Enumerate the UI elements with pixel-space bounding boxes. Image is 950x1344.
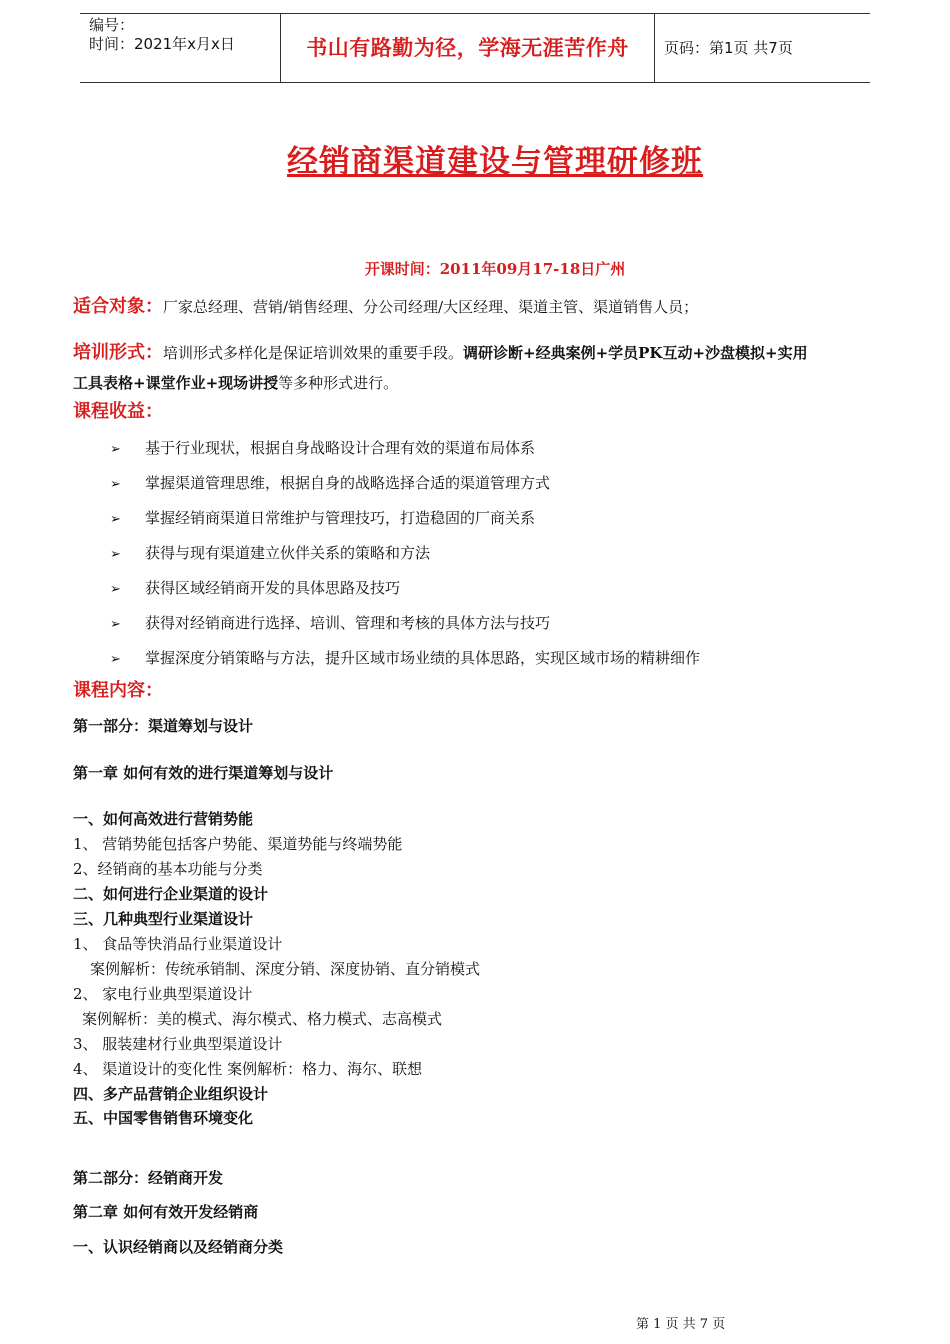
arrow-bullet-icon: ➢: [110, 582, 121, 597]
section-heading: 一、认识经销商以及经销商分类: [73, 1238, 284, 1256]
course-time: 开课时间：2011年09月17-18日广州: [364, 260, 626, 278]
part-2-heading: 第二部分：经销商开发: [73, 1169, 224, 1187]
benefit-item: ➢ 基于行业现状，根据自身战略设计合理有效的渠道布局体系: [110, 439, 536, 457]
format-text-2: 等多种形式进行。: [278, 374, 399, 392]
benefit-item: ➢ 获得区域经销商开发的具体思路及技巧: [110, 579, 401, 597]
audience-text: 厂家总经理、营销/销售经理、分公司经理/大区经理、渠道主管、渠道销售人员；: [163, 298, 699, 316]
format-line-1: [73, 343, 808, 363]
benefit-item: ➢ 获得与现有渠道建立伙伴关系的策略和方法: [110, 544, 431, 562]
format-bold-1: 调研诊断+经典案例+学员PK互动+沙盘模拟+实用: [463, 344, 808, 362]
arrow-bullet-icon: ➢: [110, 442, 121, 457]
content-label: 课程内容：: [73, 680, 163, 701]
section-item: 2、 家电行业典型渠道设计: [73, 985, 253, 1003]
section-heading: 二、如何进行企业渠道的设计: [73, 885, 269, 903]
arrow-bullet-icon: ➢: [110, 652, 121, 667]
header-meta: [80, 14, 281, 82]
benefit-item: ➢ 掌握渠道管理思维，根据自身的战略选择合适的渠道管理方式: [110, 474, 551, 492]
benefits-label: 课程收益：: [73, 401, 163, 422]
format-label: 培训形式：: [73, 342, 163, 363]
arrow-bullet-icon: ➢: [110, 617, 121, 632]
section-heading: 四、多产品营销企业组织设计: [73, 1085, 269, 1103]
part-1-heading: 第一部分：渠道筹划与设计: [73, 717, 254, 735]
section-item: 4、 渠道设计的变化性 案例解析：格力、海尔、联想: [73, 1060, 423, 1078]
arrow-bullet-icon: ➢: [110, 547, 121, 562]
section-heading: 五、中国零售销售环境变化: [73, 1109, 254, 1127]
audience-label: 适合对象：: [73, 296, 163, 317]
benefit-item: ➢ 掌握深度分销策略与方法，提升区域市场业绩的具体思路，实现区域市场的精耕细作: [110, 649, 701, 667]
benefit-item: ➢ 掌握经销商渠道日常维护与管理技巧，打造稳固的厂商关系: [110, 509, 536, 527]
page-header: [80, 13, 870, 83]
section-item: 1、 食品等快消品行业渠道设计: [73, 935, 283, 953]
arrow-bullet-icon: ➢: [110, 512, 121, 527]
section-heading: 三、几种典型行业渠道设计: [73, 910, 254, 928]
header-page-info: 页码：第1页 共7页: [664, 39, 793, 57]
section-item: 1、 营销势能包括客户势能、渠道势能与终端势能: [73, 835, 403, 853]
section-heading: 一、如何高效进行营销势能: [73, 810, 254, 828]
arrow-bullet-icon: ➢: [110, 477, 121, 492]
audience-line: [73, 297, 698, 317]
chapter-1-heading: 第一章 如何有效的进行渠道筹划与设计: [73, 764, 334, 782]
number-label: 编号：: [89, 16, 135, 34]
section-item: 2、经销商的基本功能与分类: [73, 860, 263, 878]
header-motto: 书山有路勤为径，学海无涯苦作舟: [281, 14, 655, 82]
page-footer: 第 1 页 共 7 页: [636, 1317, 726, 1332]
format-line-2: [73, 373, 398, 393]
benefit-item: ➢ 获得对经销商进行选择、培训、管理和考核的具体方法与技巧: [110, 614, 551, 632]
case-analysis: 案例解析：传统承销制、深度分销、深度协销、直分销模式: [90, 960, 481, 978]
format-text-1: 培训形式多样化是保证培训效果的重要手段。: [163, 344, 464, 362]
date-label: 时间：2021年x月x日: [89, 35, 235, 53]
format-bold-2: 工具表格+课堂作业+现场讲授: [73, 374, 279, 392]
document-title: 经销商渠道建设与管理研修班: [287, 144, 703, 180]
case-analysis: 案例解析：美的模式、海尔模式、格力模式、志高模式: [82, 1010, 443, 1028]
chapter-2-heading: 第二章 如何有效开发经销商: [73, 1203, 259, 1221]
section-item: 3、 服装建材行业典型渠道设计: [73, 1035, 283, 1053]
